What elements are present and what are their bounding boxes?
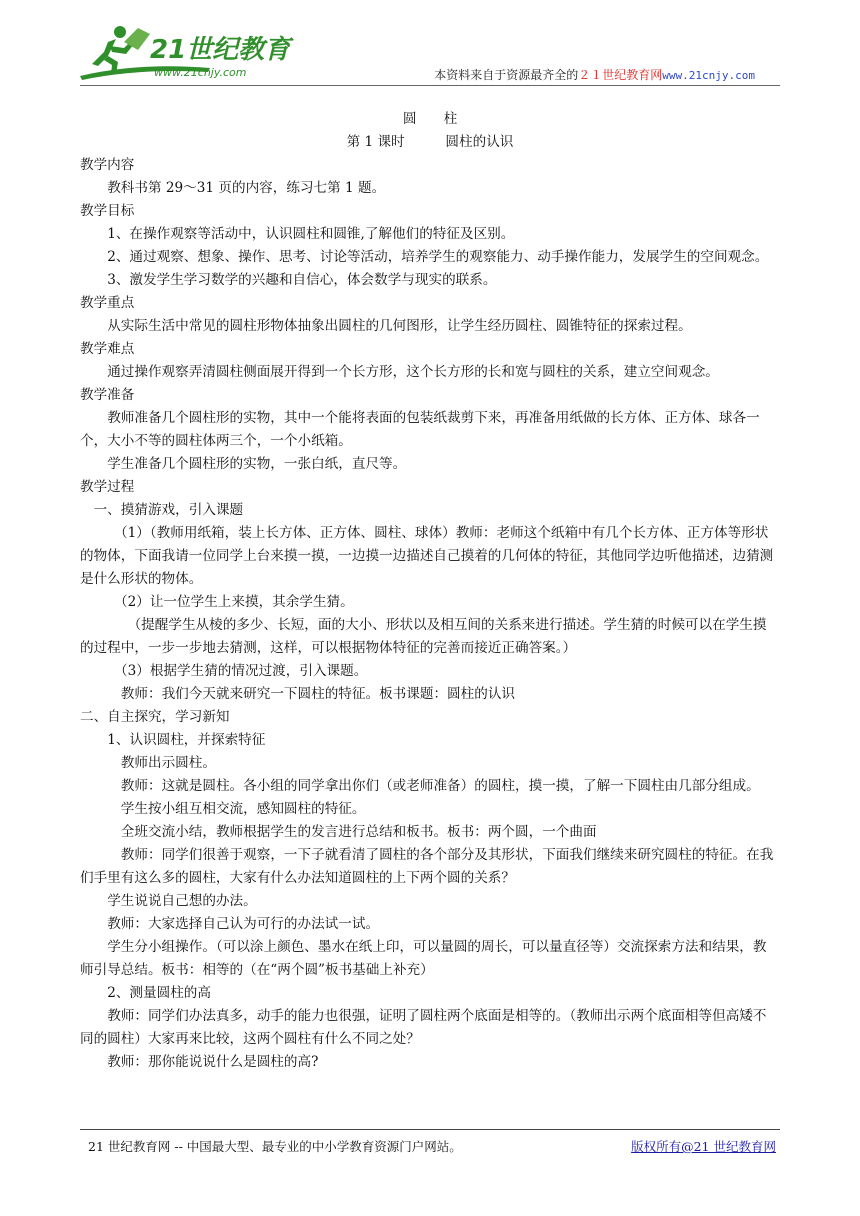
header-divider: [80, 85, 780, 86]
section-heading: 教学内容: [80, 157, 135, 173]
footer-copyright-link[interactable]: 版权所有@21 世纪教育网: [631, 1139, 776, 1154]
paragraph: 教师：那你能说说什么是圆柱的高?: [107, 1054, 319, 1070]
paragraph: （3）根据学生猜的情况过渡，引入课题。: [114, 663, 368, 679]
paragraph: 1、认识圆柱，并探索特征: [107, 732, 266, 748]
paragraph: 教师：大家选择自己认为可行的办法试一试。: [107, 916, 380, 932]
paragraph: 学生说说自己想的办法。: [107, 893, 257, 909]
paragraph: 学生准备几个圆柱形的实物，一张白纸，直尺等。: [107, 456, 407, 472]
document-body: [80, 108, 780, 1074]
paragraph: 教师：这就是圆柱。各小组的同学拿出你们（或老师准备）的圆柱，摸一摸，了解一下圆柱由几部分组成。: [120, 778, 760, 794]
paragraph: 从实际生活中常见的圆柱形物体抽象出圆柱的几何图形，让学生经历圆柱、圆锥特征的探索过程。: [107, 318, 692, 334]
paragraph: （2）让一位学生上来摸，其余学生猜。: [114, 594, 354, 610]
paragraph: 教师准备几个圆柱形的实物，其中一个能将表面的包装纸裁剪下来，再准备用纸做的长方体、正方体、球各一个，大小不等的圆柱体两三个，一个小纸箱。: [80, 410, 760, 449]
paragraph: 2、测量圆柱的高: [107, 985, 211, 1001]
header-note-highlight: ２１世纪教育网: [578, 68, 663, 82]
footer-divider: [80, 1129, 780, 1130]
paragraph: （提醒学生从棱的多少、长短，面的大小、形状以及相互间的关系来进行描述。学生猜的时候可以在学生摸的过程中，一步一步地去猜测，这样，可以根据物体特征的完善而接近正确答案。）: [80, 617, 767, 656]
footer-text: 21 世纪教育网 -- 中国最大型、最专业的中小学教育资源门户网站。: [88, 1139, 462, 1154]
section-heading: 教学目标: [80, 203, 135, 219]
paragraph: 1、在操作观察等活动中，认识圆柱和圆锥,了解他们的特征及区别。: [107, 226, 515, 242]
section-heading: 教学难点: [80, 341, 135, 357]
paragraph: 教师：同学们办法真多，动手的能力也很强，证明了圆柱两个底面是相等的。（教师出示两个底面相等但高矮不同的圆柱）大家再来比较，这两个圆柱有什么不同之处？: [80, 1008, 767, 1047]
paragraph: 教师：我们今天就来研究一下圆柱的特征。板书课题：圆柱的认识: [120, 686, 516, 702]
paragraph: （1）（教师用纸箱，装上长方体、正方体、圆柱、球体）教师：老师这个纸箱中有几个长方体、正方体等形状的物体，下面我请一位同学上台来摸一摸，一边摸一边描述自己摸着的几何体的特征，其他同学边听他描述，边猜测是什么形状的物体。: [80, 525, 774, 587]
paragraph: 学生按小组互相交流，感知圆柱的特征。: [120, 801, 366, 817]
paragraph: 学生分小组操作。（可以涂上颜色、墨水在纸上印，可以量圆的周长，可以量直径等）交流探索方法和结果，教师引导总结。板书：相等的（在“两个圆”板书基础上补充）: [80, 939, 767, 978]
paragraph: 全班交流小结，教师根据学生的发言进行总结和板书。板书：两个圆，一个曲面: [120, 824, 597, 840]
section-heading: 教学准备: [80, 387, 135, 403]
header-note-prefix: 本资料来自于资源最齐全的: [434, 68, 579, 82]
section-heading: 二、自主探究，学习新知: [80, 709, 230, 725]
paragraph: 教科书第 29～31 页的内容，练习七第 1 题。: [107, 180, 386, 196]
paragraph: 一、摸猜游戏，引入课题: [93, 502, 244, 518]
logo-url: www.21cnjy.com: [154, 66, 247, 79]
header-note-url[interactable]: www.21cnjy.com: [662, 69, 755, 82]
paragraph: 教师：同学们很善于观察，一下子就看清了圆柱的各个部分及其形状，下面我们继续来研究圆柱的特征。在我们手里有这么多的圆柱，大家有什么办法知道圆柱的上下两个圆的关系？: [80, 847, 774, 886]
section-heading: 教学过程: [80, 479, 135, 495]
lesson-content: [80, 154, 780, 1074]
doc-title: 圆 柱: [402, 111, 458, 127]
doc-subtitle: 第 1 课时 圆柱的认识: [346, 134, 514, 150]
paragraph: 教师出示圆柱。: [120, 755, 216, 771]
logo-text: 21世纪教育: [150, 35, 291, 65]
section-heading: 教学重点: [80, 295, 135, 311]
paragraph: 3、激发学生学习数学的兴趣和自信心，体会数学与现实的联系。: [107, 272, 497, 288]
paragraph: 通过操作观察弄清圆柱侧面展开得到一个长方形，这个长方形的长和宽与圆柱的关系，建立空间观念。: [107, 364, 719, 380]
header-note: [434, 66, 755, 83]
paragraph: 2、通过观察、想象、操作、思考、讨论等活动，培养学生的观察能力、动手操作能力，发展学生的空间观念。: [107, 249, 769, 265]
site-logo: [80, 22, 310, 84]
